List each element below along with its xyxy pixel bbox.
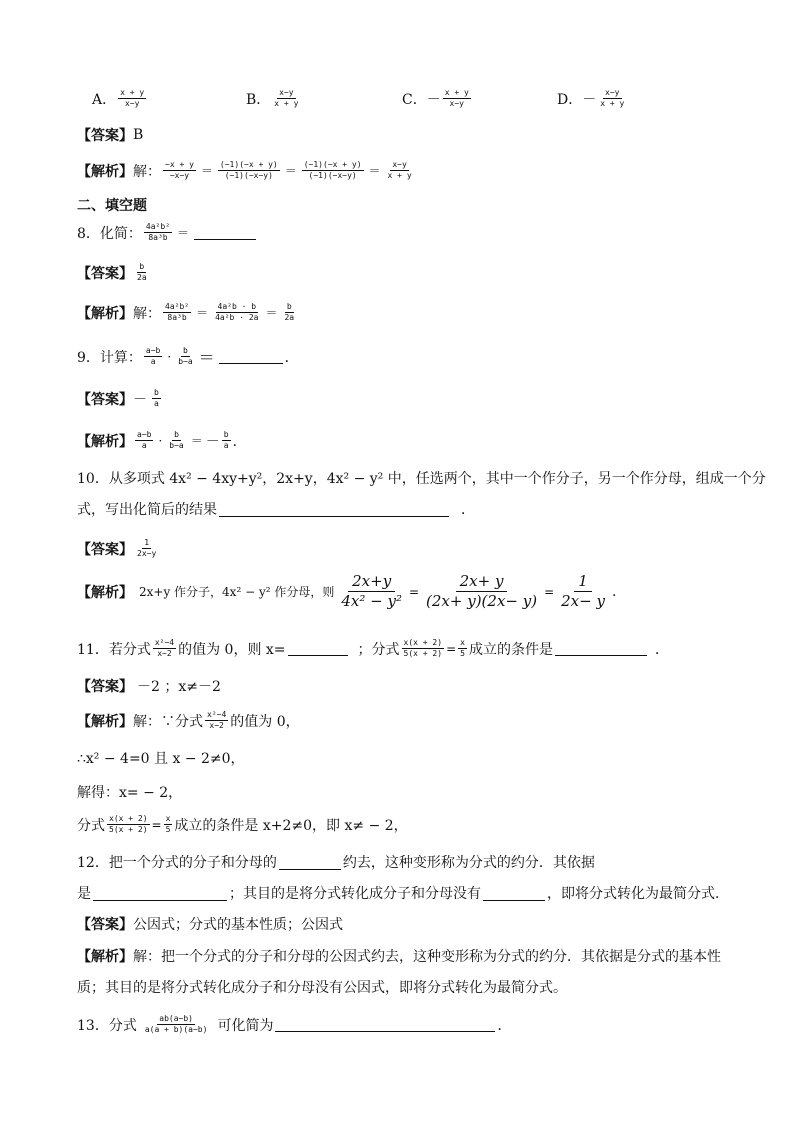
option-c-fraction: $\frac{x + y}{x-y}$ xyxy=(444,88,469,108)
option-d-fraction: $\frac{x-y}{x + y}$ xyxy=(600,88,625,108)
q9-answer: 【答案】 － $\frac{b}{a}$ xyxy=(77,388,159,408)
answer-blank[interactable] xyxy=(219,502,449,517)
option-a: A． $\frac{x + y}{x-y}$ xyxy=(92,88,145,108)
q11-stem: 11．若分式 $\frac{\text{x²−4}}{x-2}$ 的值为 0，则 x= ；分式 $\frac{x(x + 2)}{5(x + 2)}$ = $\frac{x}{5}$ 成立的条件是 ． xyxy=(77,638,669,658)
section-heading: 二、填空题 xyxy=(77,198,147,214)
answer-blank[interactable] xyxy=(219,349,283,364)
q11-analysis-line3: 解得：x= − 2， xyxy=(77,785,183,801)
answer-blank[interactable] xyxy=(194,225,256,240)
q10-stem-line2: 式，写出化简后的结果 ． xyxy=(77,502,475,518)
option-b: B． $\frac{x-y}{x + y}$ xyxy=(246,88,299,108)
q8-stem: 8．化简： $\frac{\text{4a²b²}}{\text{8a³b}}$ ＝ xyxy=(77,222,258,243)
q7-analysis: 【解析】 解： $\frac{-x + y}{-x-y}$ ＝ $\frac{(-1)(-x + y)}{(-1)(-x-y)}$ ＝ $\frac{(-1)(-x + y)}{(-1)(-x-y)}$ ＝ $\frac{x-y}{x + y}$ xyxy=(77,160,412,180)
option-b-fraction: $\frac{x-y}{x + y}$ xyxy=(274,88,299,108)
q11-analysis-line1: 【解析】 解：∵分式 $\frac{\text{x²−4}}{x-2}$ 的值为 0， xyxy=(77,710,300,730)
answer-blank[interactable] xyxy=(288,641,348,656)
q11-answer: 【答案】 －2 ；x≠－2 xyxy=(77,679,221,695)
q10-analysis: 【解析】 2x+y 作分子，4x² − y² 作分母，则 $\frac{2x+y}{\text{4x² − y²}}$ = $\frac{2x+ y}{(2x+ y)(2x- y)}$ = $\frac{1}{2x- y}$ . xyxy=(77,572,617,610)
q7-answer: 【答案】 B xyxy=(77,127,144,144)
q12-stem-line1: 12．把一个分式的分子和分母的 约去，这种变形称为分式的约分．其依据 xyxy=(77,855,595,871)
q10-answer: 【答案】 $\frac{1}{2x-y}$ xyxy=(77,538,157,558)
q11-analysis-line2: ∴x² − 4=0 且 x − 2≠0， xyxy=(77,751,245,767)
answer-blank[interactable] xyxy=(555,641,647,656)
answer-blank[interactable] xyxy=(93,886,227,901)
q12-analysis-line2: 质；其目的是将分式转化成分子和分母没有公因式，即将分式转化为最简分式。 xyxy=(77,980,567,996)
q9-analysis: 【解析】 $\frac{a-b}{a}$ · $\frac{b}{b-a}$ ＝ － $\frac{b}{a}$ ． xyxy=(77,430,247,450)
q13-stem: 13．分式 $\frac{ab(a-b)}{a(a + b)(a-b)}$ 可化简为 ． xyxy=(77,1014,512,1034)
q11-analysis-line4: 分式 $\frac{x(x + 2)}{5(x + 2)}$ = $\frac{x}{5}$ 成立的条件是 x+2≠0，即 x≠ − 2， xyxy=(77,814,408,834)
q12-stem-line2: 是 ；其目的是将分式转化成分子和分母没有 ，即将分式转化为最简分式． xyxy=(77,886,729,902)
q8-analysis: 【解析】 解： $\frac{\text{4a²b²}}{\text{8a³b}}$ ＝ $\frac{\text{4a²b · b}}{\text{4a²b · 2a}}$ ＝ $\frac{b}{2a}$ xyxy=(77,302,295,322)
answer-blank[interactable] xyxy=(279,855,341,870)
q10-stem-line1: 10．从多项式 4x² − 4xy+y²，2x+y，4x² − y² 中，任选两个，其中一个作分子，另一个作分母，组成一个分 xyxy=(77,471,766,487)
option-c: C．－ $\frac{x + y}{x-y}$ xyxy=(402,88,469,108)
q9-stem: 9．计算： $\frac{a-b}{a}$ · $\frac{b}{b-a}$ ＝ ． xyxy=(77,346,299,367)
answer-blank[interactable] xyxy=(275,1017,495,1032)
q8-answer: 【答案】 $\frac{b}{2a}$ xyxy=(77,262,147,282)
option-d: D．－ $\frac{x-y}{x + y}$ xyxy=(557,88,625,108)
q12-answer: 【答案】 公因式；分式的基本性质；公因式 xyxy=(77,917,343,933)
answer-blank[interactable] xyxy=(483,886,545,901)
q12-analysis-line1: 【解析】 解：把一个分式的分子和分母的公因式约去，这种变形称为分式的约分．其依据是分式的基本性 xyxy=(77,949,721,965)
option-a-fraction: $\frac{x + y}{x-y}$ xyxy=(120,88,145,108)
